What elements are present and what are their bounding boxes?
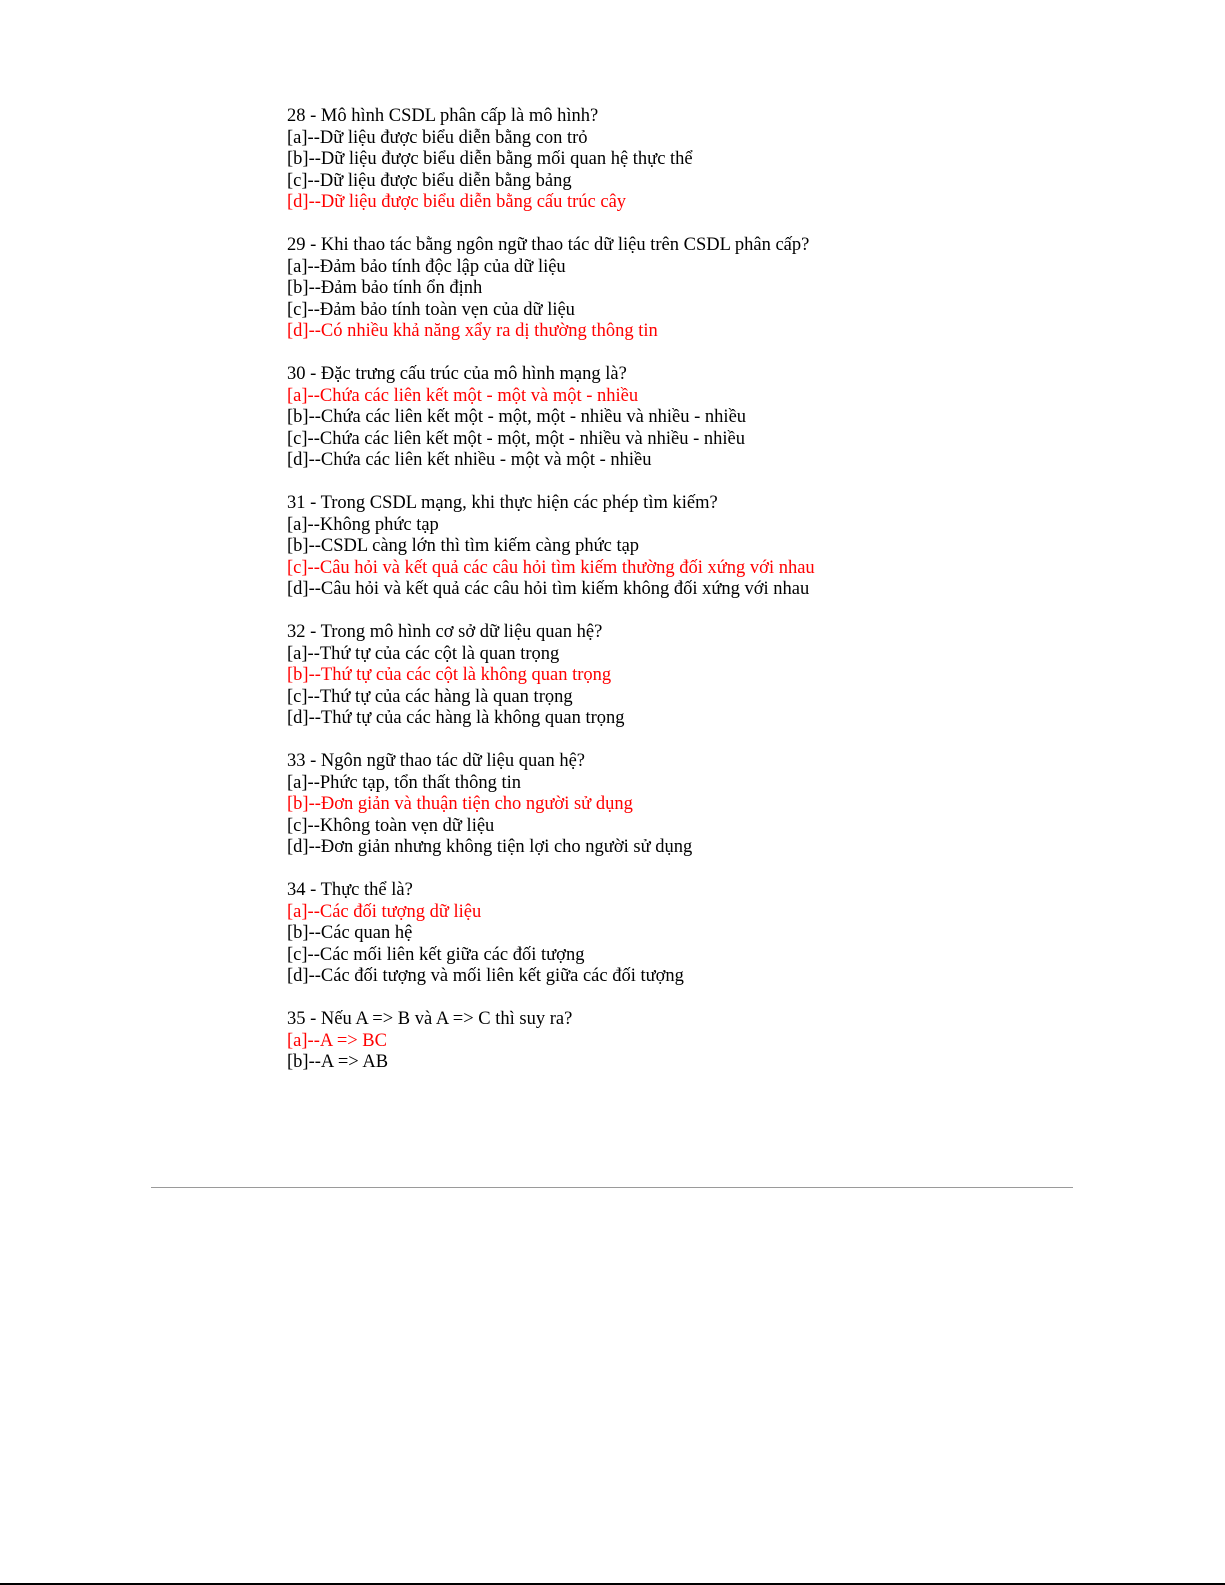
answer-option: [c]--Thứ tự của các hàng là quan trọng — [287, 686, 573, 707]
answer-option: [b]--Chứa các liên kết một - một, một - nhiều và nhiều - nhiều — [287, 407, 747, 427]
question-block — [287, 235, 987, 343]
correct-answer-option: [c]--Câu hỏi và kết quả các câu hỏi tìm kiếm thường đối xứng với nhau — [287, 557, 815, 578]
answer-option: [a]--Phức tạp, tổn thất thông tin — [287, 772, 522, 793]
correct-answer-option: [b]--Đơn giản và thuận tiện cho người sử dụng — [287, 794, 633, 814]
answer-option: [d]--Chứa các liên kết nhiều - một và một - nhiều — [287, 450, 652, 470]
question-title: 35 - Nếu A => B và A => C thì suy ra? — [287, 1009, 573, 1029]
answer-option: [b]--Đảm bảo tính ổn định — [287, 278, 483, 298]
answer-option: [a]--Không phức tạp — [287, 514, 439, 535]
answer-option: [c]--Đảm bảo tính toàn vẹn của dữ liệu — [287, 299, 575, 320]
question-block — [287, 493, 987, 601]
question-title: 32 - Trong mô hình cơ sở dữ liệu quan hệ? — [287, 622, 603, 642]
answer-option: [a]--Thứ tự của các cột là quan trọng — [287, 643, 560, 664]
answer-option: [d]--Câu hỏi và kết quả các câu hỏi tìm kiếm không đối xứng với nhau — [287, 579, 810, 599]
answer-option: [d]--Đơn giản nhưng không tiện lợi cho người sử dụng — [287, 837, 693, 857]
answer-option: [c]--Dữ liệu được biểu diễn bằng bảng — [287, 170, 572, 191]
question-block — [287, 1009, 987, 1074]
answer-option: [c]--Chứa các liên kết một - một, một - nhiều và nhiều - nhiều — [287, 428, 745, 449]
answer-option: [b]--A => AB — [287, 1052, 389, 1072]
question-title: 28 - Mô hình CSDL phân cấp là mô hình? — [287, 106, 599, 126]
question-title: 30 - Đặc trưng cấu trúc của mô hình mạng là? — [287, 364, 627, 384]
quiz-content — [287, 106, 987, 1095]
correct-answer-option: [b]--Thứ tự của các cột là không quan trọng — [287, 665, 612, 685]
answer-option: [d]--Các đối tượng và mối liên kết giữa các đối tượng — [287, 966, 684, 986]
correct-answer-option: [d]--Có nhiều khả năng xẩy ra dị thường thông tin — [287, 321, 658, 341]
answer-option: [a]--Dữ liệu được biểu diễn bằng con trỏ — [287, 127, 588, 148]
page-divider — [151, 1187, 1073, 1188]
question-block — [287, 364, 987, 472]
question-title: 29 - Khi thao tác bằng ngôn ngữ thao tác dữ liệu trên CSDL phân cấp? — [287, 235, 810, 255]
answer-option: [b]--Các quan hệ — [287, 923, 413, 943]
correct-answer-option: [d]--Dữ liệu được biểu diễn bằng cấu trúc cây — [287, 192, 627, 212]
correct-answer-option: [a]--Các đối tượng dữ liệu — [287, 901, 482, 922]
question-block — [287, 106, 987, 214]
answer-option: [b]--Dữ liệu được biểu diễn bằng mối quan hệ thực thể — [287, 149, 693, 169]
question-title: 33 - Ngôn ngữ thao tác dữ liệu quan hệ? — [287, 751, 585, 771]
answer-option: [d]--Thứ tự của các hàng là không quan trọng — [287, 708, 625, 728]
answer-option: [c]--Các mối liên kết giữa các đối tượng — [287, 944, 585, 965]
question-title: 31 - Trong CSDL mạng, khi thực hiện các phép tìm kiếm? — [287, 493, 718, 513]
answer-option: [c]--Không toàn vẹn dữ liệu — [287, 815, 495, 836]
question-title: 34 - Thực thể là? — [287, 880, 413, 900]
question-block — [287, 751, 987, 859]
answer-option: [a]--Đảm bảo tính độc lập của dữ liệu — [287, 256, 566, 277]
question-block — [287, 622, 987, 730]
correct-answer-option: [a]--Chứa các liên kết một - một và một - nhiều — [287, 385, 639, 406]
correct-answer-option: [a]--A => BC — [287, 1030, 387, 1051]
question-block — [287, 880, 987, 988]
answer-option: [b]--CSDL càng lớn thì tìm kiếm càng phức tạp — [287, 536, 640, 556]
